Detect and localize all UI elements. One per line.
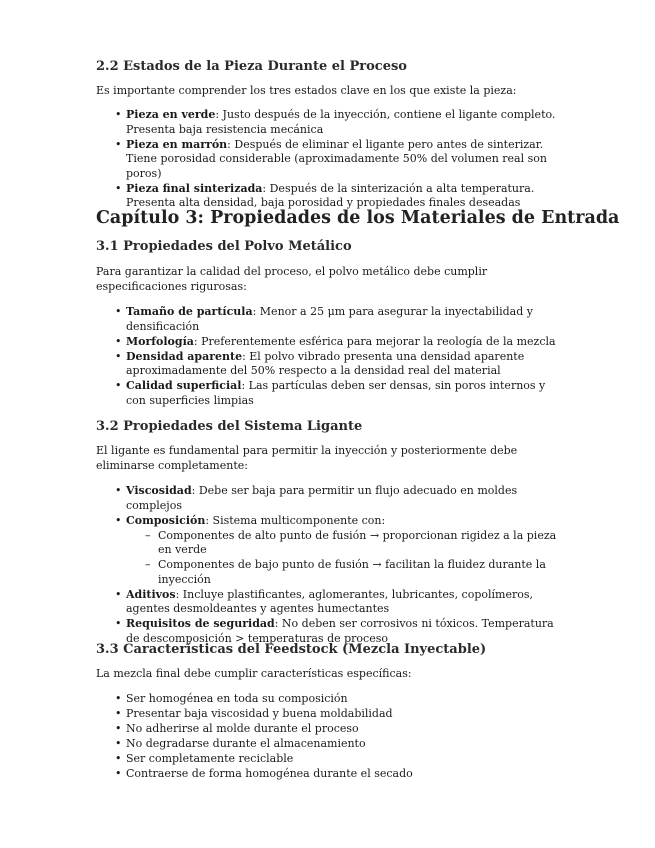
list-item: • Pieza en verde: Justo después de la inyección, contiene el ligante completo. Presenta baja resistencia mecánica [96,108,566,137]
section-3-1-list [96,305,566,409]
section-3-2-heading: 3.2 Propiedades del Sistema Ligante [96,419,363,434]
list-item: • Ser homogénea en toda su composición [96,692,566,707]
section-3-3-list [96,692,566,782]
section-3-2-list [96,484,566,647]
sub-list-item: – Componentes de bajo punto de fusión → facilitan la fluidez durante la inyección [96,558,566,587]
list-item: • Presentar baja viscosidad y buena moldabilidad [96,707,566,722]
list-item: • Tamaño de partícula: Menor a 25 μm para asegurar la inyectabilidad y densificación [96,305,566,334]
list-item: • Ser completamente reciclable [96,752,566,767]
list-item: • Contraerse de forma homogénea durante el secado [96,767,566,782]
section-2-2-intro: Es importante comprender los tres estados clave en los que existe la pieza: [96,84,517,97]
sub-list-item: – Componentes de alto punto de fusión → proporcionan rigidez a la pieza en verde [96,529,566,558]
list-item: • Aditivos: Incluye plastificantes, aglomerantes, lubricantes, copolímeros, agentes desmoldeantes y agentes humectantes [96,588,566,617]
list-item: • Requisitos de seguridad: No deben ser corrosivos ni tóxicos. Temperatura de descomposición > temperaturas de proceso [96,617,566,646]
list-item: • Morfología: Preferentemente esférica para mejorar la reología de la mezcla [96,335,566,350]
chapter-3-heading: Capítulo 3: Propiedades de los Materiales de Entrada [96,208,620,228]
section-2-2-heading: 2.2 Estados de la Pieza Durante el Proceso [96,59,407,74]
list-item: • Calidad superficial: Las partículas deben ser densas, sin poros internos y con superficies limpias [96,379,566,408]
section-3-3-intro: La mezcla final debe cumplir características específicas: [96,667,412,680]
section-3-2-intro: El ligante es fundamental para permitir la inyección y posteriormente debe eliminarse completamente: [96,444,518,472]
list-item: • Pieza en marrón: Después de eliminar el ligante pero antes de sinterizar. Tiene porosidad considerable (aproximadamente 50% del volumen real son poros) [96,138,566,182]
list-item: • No degradarse durante el almacenamiento [96,737,566,752]
section-3-1-heading: 3.1 Propiedades del Polvo Metálico [96,239,352,254]
list-item: • Densidad aparente: El polvo vibrado presenta una densidad aparente aproximadamente del 50% respecto a la densidad real del material [96,350,566,379]
list-item: • No adherirse al molde durante el proceso [96,722,566,737]
section-3-1-intro: Para garantizar la calidad del proceso, el polvo metálico debe cumplir especificaciones rigurosas: [96,265,488,293]
section-2-2-list [96,108,566,211]
list-item: • Pieza final sinterizada: Después de la sinterización a alta temperatura. Presenta alta densidad, baja porosidad y propiedades finales deseadas [96,182,566,211]
list-item: • Composición: Sistema multicomponente con: [96,514,566,529]
list-item: • Viscosidad: Debe ser baja para permitir un flujo adecuado en moldes complejos [96,484,566,513]
section-3-3-heading: 3.3 Características del Feedstock (Mezcla Inyectable) [96,642,487,657]
